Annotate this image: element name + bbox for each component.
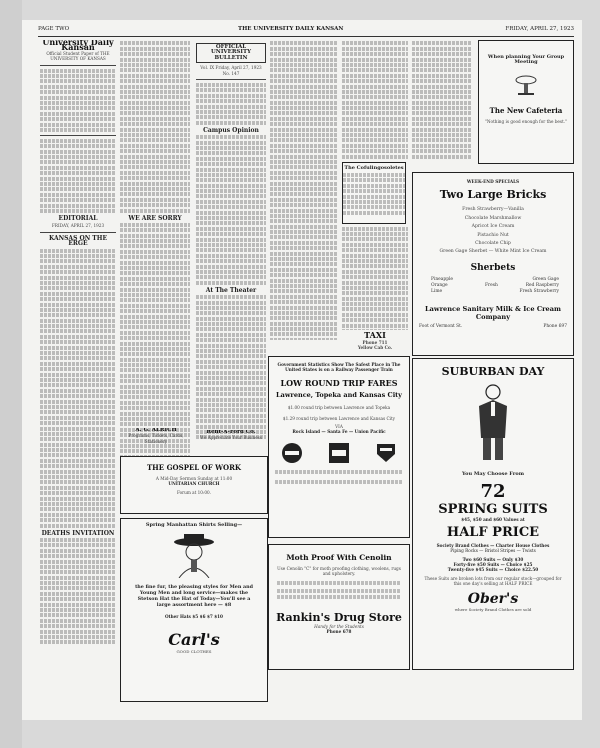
- running-header: [38, 24, 574, 37]
- sherbets-right: Green Gage Red Raspberry Fresh Strawberry: [519, 276, 559, 294]
- railroad-via: VIA: [335, 423, 343, 429]
- cafeteria-name: The New Cafeteria: [489, 105, 563, 115]
- santa-fe-logo-icon: [281, 442, 303, 464]
- cafeteria-ad: [478, 40, 574, 164]
- list-item: Apricot Ice Cream: [471, 224, 515, 230]
- railroad-fares: LOW ROUND TRIP FARES: [280, 377, 398, 388]
- divider: [40, 135, 116, 136]
- gospel-line2: UNITARIAN CHURCH: [168, 481, 220, 487]
- ice-cream-address: Foot of Vermont St.: [419, 323, 463, 329]
- gospel-ad: [120, 456, 268, 514]
- section-label: At The Theater: [205, 286, 257, 294]
- list-item: Chocolate Chip: [475, 241, 511, 247]
- railroad-logos: [269, 442, 409, 464]
- ice-cream-phone: Phone 697: [543, 323, 567, 329]
- gospel-line3: Forum at 10:00.: [176, 489, 212, 495]
- section-label: EDITORIAL: [58, 215, 98, 222]
- article-column-2: [120, 40, 190, 480]
- obers-sub: where Society Brand Clothes are sold: [454, 606, 532, 612]
- editorial-date: FRIDAY, APRIL 27, 1923: [51, 223, 105, 229]
- carls-logo-sub: GOOD CLOTHES: [176, 648, 212, 654]
- suburban-title: SUBURBAN DAY: [441, 365, 545, 378]
- suit-illustration: [413, 382, 573, 466]
- bulletin-column: [196, 40, 266, 440]
- sherbets-title: Sherbets: [470, 262, 516, 273]
- rankins-ad: [268, 544, 410, 670]
- man-in-suit-icon: [471, 382, 515, 462]
- half-price: HALF PRICE: [446, 524, 540, 540]
- sherbets-grid: [413, 277, 573, 299]
- carls-logo: Carl's: [168, 629, 220, 649]
- taxi-line1: TAXI: [364, 330, 386, 340]
- railroad-headline: Government Statistics Show The Safest Place in The United States is on a Railway Passenger Train: [277, 362, 401, 373]
- list-item: Pistachio Nut: [477, 232, 509, 238]
- fare-kc: $1.29 round trip between Lawrence and Kansas City: [282, 416, 396, 422]
- cafeteria-emblem: [479, 74, 573, 100]
- hats-prices: Other Hats $5 $6 $7 $10: [165, 614, 223, 620]
- alrich-ad: [120, 428, 192, 452]
- taxi-phone: Phone 711: [362, 340, 388, 345]
- rankins-phone: Phone 678: [326, 629, 352, 635]
- list-item: Fresh Strawberry—Vanilla: [462, 207, 524, 213]
- list-item: Chocolate Marshmallow: [464, 215, 522, 221]
- fare-topeka: $1.00 round trip between Lawrence and Topeka: [287, 404, 391, 410]
- article-column-4: [270, 40, 338, 340]
- spring-suits: SPRING SUITS: [438, 502, 548, 518]
- article-headline: WE ARE SORRY: [128, 214, 182, 222]
- ice-cream-company: Lawrence Sanitary Milk & Ice Cream Company: [425, 304, 561, 321]
- bulletin-title: OFFICIAL UNIVERSITY BULLETIN: [196, 43, 266, 63]
- rent-ford-ad: [196, 430, 266, 452]
- man-in-hat-icon: [169, 532, 219, 578]
- price-line: Twenty-five $45 Suits — Choice $22.50: [447, 567, 539, 573]
- dial-title: The Cofulingosoletes: [344, 164, 404, 171]
- sherbets-left: Pineapple Orange Lime: [431, 276, 454, 294]
- hat-illustration: [121, 532, 267, 582]
- article-headline: KANSAS ON THE ERGE: [48, 234, 108, 248]
- railroad-route: Lawrence, Topeka and Kansas City: [276, 390, 402, 399]
- issue-date: FRIDAY, APRIL 27, 1923: [505, 26, 574, 32]
- gospel-line1: A Mid-Day Sermon Sunday at 11:00: [155, 476, 233, 481]
- rankins-line: Handy for the Students: [314, 623, 364, 629]
- gospel-title: THE GOSPEL OF WORK: [146, 463, 242, 472]
- sherbets-mid: Fresh: [485, 282, 498, 288]
- taxi-company: Yellow Cab Co.: [357, 345, 393, 351]
- specials-header: WEEK-END SPECIALS: [466, 179, 520, 184]
- suit-details: Piping Rocks — Bristol Stripes — Twists: [450, 548, 536, 554]
- ice-cream-footer: [413, 324, 573, 332]
- section-label: Campus Opinion: [203, 126, 259, 134]
- specials-list: [413, 207, 573, 254]
- carls-hat-ad: [120, 518, 268, 702]
- masthead-subtitle: Official Student Paper of THE UNIVERSITY OF KANSAS: [46, 50, 110, 62]
- scan-edge: [0, 0, 22, 748]
- rankins-name: Rankin's Drug Store: [276, 610, 402, 624]
- paper-name: THE UNIVERSITY DAILY KANSAN: [238, 26, 344, 32]
- union-pacific-logo-icon: [375, 442, 397, 464]
- cenolin-sub: Use Cenolin "C" for moth proofing clothing, woolens, rugs and upholstery.: [277, 566, 401, 577]
- alrich-tagline: Programs, Tickets, Cards, Stationery: [128, 433, 184, 444]
- article-column-6: [412, 40, 472, 160]
- suit-footnote: These Suits are broken lots from our regular stock—grouped for this one day's selling at HALF PRICE: [424, 575, 562, 587]
- dial-box: [342, 162, 406, 224]
- page-number: PAGE TWO: [38, 26, 70, 32]
- price-line: Forty-five $50 Suits — Choice $25: [453, 562, 533, 568]
- cafeteria-tagline: "Nothing is good enough for the best.": [484, 118, 568, 124]
- cafeteria-headline: When planning Your Group Meeting: [487, 54, 565, 66]
- ice-cream-ad: [412, 172, 574, 356]
- hats-blurb: the fine fur, the pleasing styles for Men and Young Men and long service—makes the Stetson Hat the Hat of Today—You'll see a large assortment here — $8: [135, 584, 253, 609]
- rent-line: We Appreciate Your Business: [200, 435, 262, 441]
- railroad-lines: Rock Island — Santa Fe — Union Pacific: [292, 429, 386, 435]
- suit-values: $45, $50 and $60 Values at: [461, 517, 525, 523]
- obers-ad: [412, 358, 574, 670]
- editorial-column: [40, 40, 116, 710]
- suit-brands: Society Brand Clothes — Charter House Clothes: [436, 542, 550, 548]
- suit-count: 72: [480, 481, 506, 503]
- railroad-ad: [268, 356, 410, 538]
- suburban-choose: You May Choose From: [461, 471, 524, 477]
- rent-name: Rent-A-Ford Co.: [206, 430, 256, 435]
- specials-title: Two Large Bricks: [439, 188, 547, 202]
- obers-logo: Ober's: [467, 590, 519, 607]
- price-line: Two $60 Suits — Only $30: [462, 556, 524, 562]
- cenolin-title: Moth Proof With Cenolin: [286, 553, 392, 562]
- divider: [40, 65, 116, 66]
- alrich-name: A. G. ALRICH: [135, 428, 177, 433]
- list-item: Green Gage Sherbet — White Mint Ice Cream: [439, 249, 547, 255]
- bulletin-meta: Vol. IX Friday, April 27, 1923 No. 147: [200, 65, 262, 76]
- masthead-title: University Daily Kansan: [42, 40, 114, 53]
- article-headline: DEATHS INVITATION: [41, 529, 115, 537]
- lamp-icon: [512, 74, 540, 96]
- article-column-5: [342, 40, 408, 330]
- rock-island-logo-icon: [328, 442, 350, 464]
- hats-title: Spring Manhattan Shirts Selling—: [145, 522, 243, 528]
